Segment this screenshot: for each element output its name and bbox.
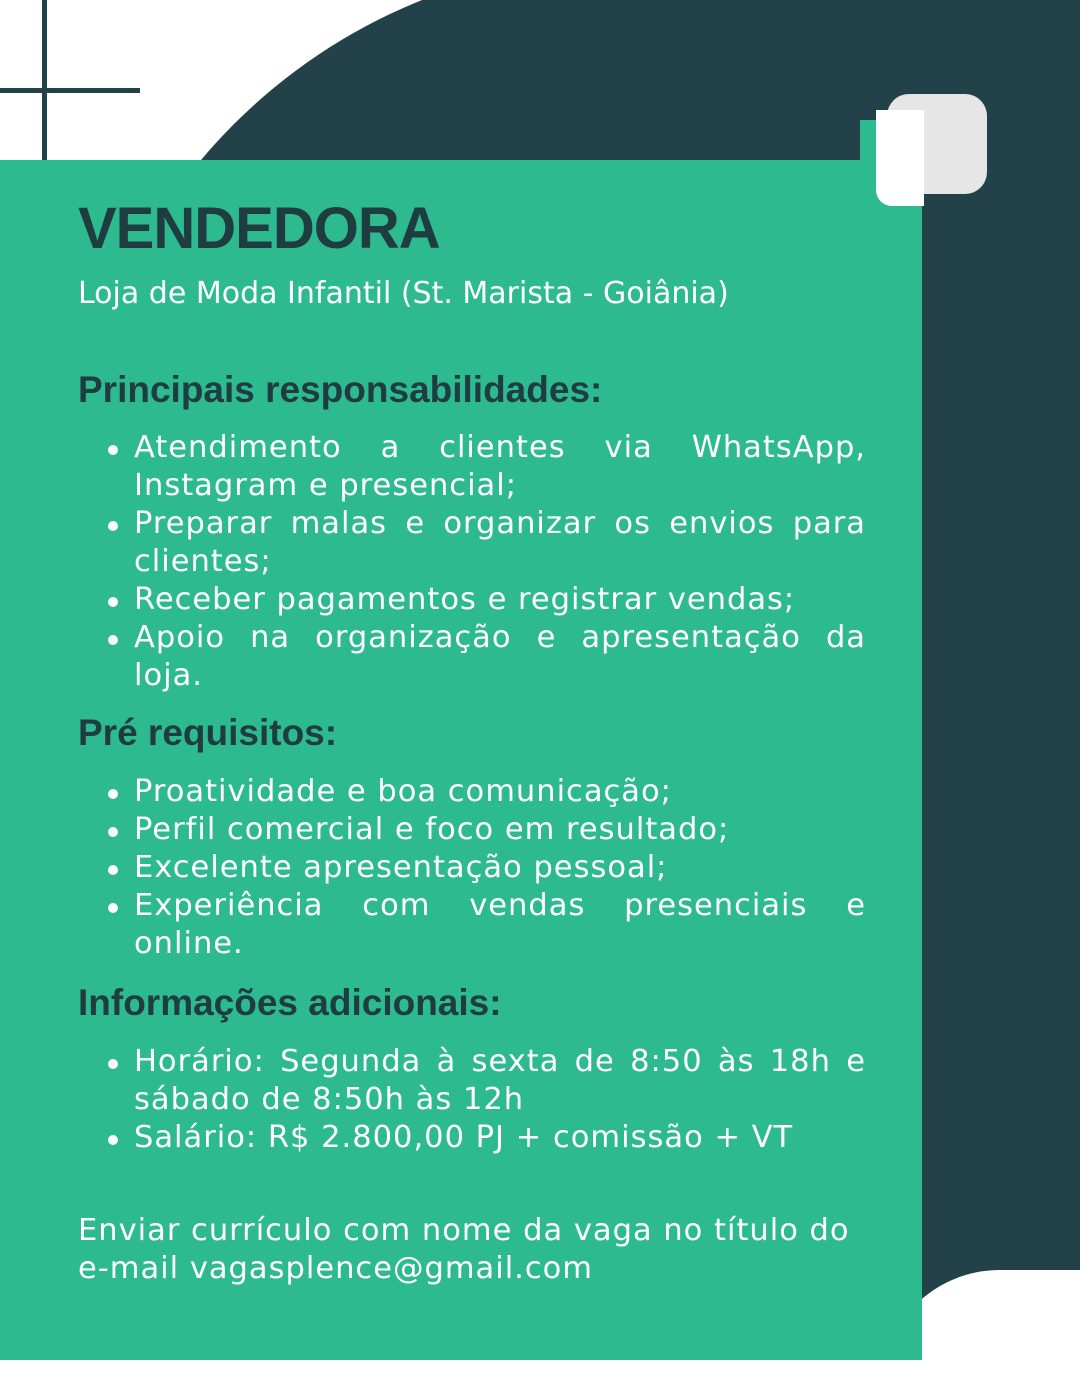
list-item: Proatividade e boa comunicação; — [78, 773, 866, 811]
list-item: Preparar malas e organizar os envios para clientes; — [78, 505, 866, 581]
list-item: Experiência com vendas presenciais e online. — [78, 887, 866, 963]
additional-info-list — [78, 1043, 866, 1157]
apply-instructions: Enviar currículo com nome da vaga no título do e-mail vagasplence@gmail.com — [78, 1213, 850, 1286]
job-title: VENDEDORA — [78, 196, 440, 261]
responsibilities-heading: Principais responsabilidades: — [78, 369, 603, 410]
additional-info-heading: Informações adicionais: — [78, 982, 502, 1023]
grid-line-vertical — [42, 0, 47, 160]
job-subtitle: Loja de Moda Infantil (St. Marista - Goiânia) — [78, 276, 729, 311]
list-item: Horário: Segunda à sexta de 8:50 às 18h e sábado de 8:50h às 12h — [78, 1043, 866, 1119]
requirements-heading: Pré requisitos: — [78, 712, 338, 753]
list-item: Excelente apresentação pessoal; — [78, 849, 866, 887]
list-item: Salário: R$ 2.800,00 PJ + comissão + VT — [78, 1119, 866, 1157]
list-item: Perfil comercial e foco em resultado; — [78, 811, 866, 849]
list-item: Atendimento a clientes via WhatsApp, Instagram e presencial; — [78, 429, 866, 505]
corner-decoration-front — [876, 110, 924, 206]
job-content — [78, 196, 866, 1157]
grid-line-horizontal — [0, 88, 140, 93]
list-item: Apoio na organização e apresentação da loja. — [78, 619, 866, 695]
requirements-list — [78, 773, 866, 963]
list-item: Receber pagamentos e registrar vendas; — [78, 581, 866, 619]
responsibilities-list — [78, 429, 866, 695]
